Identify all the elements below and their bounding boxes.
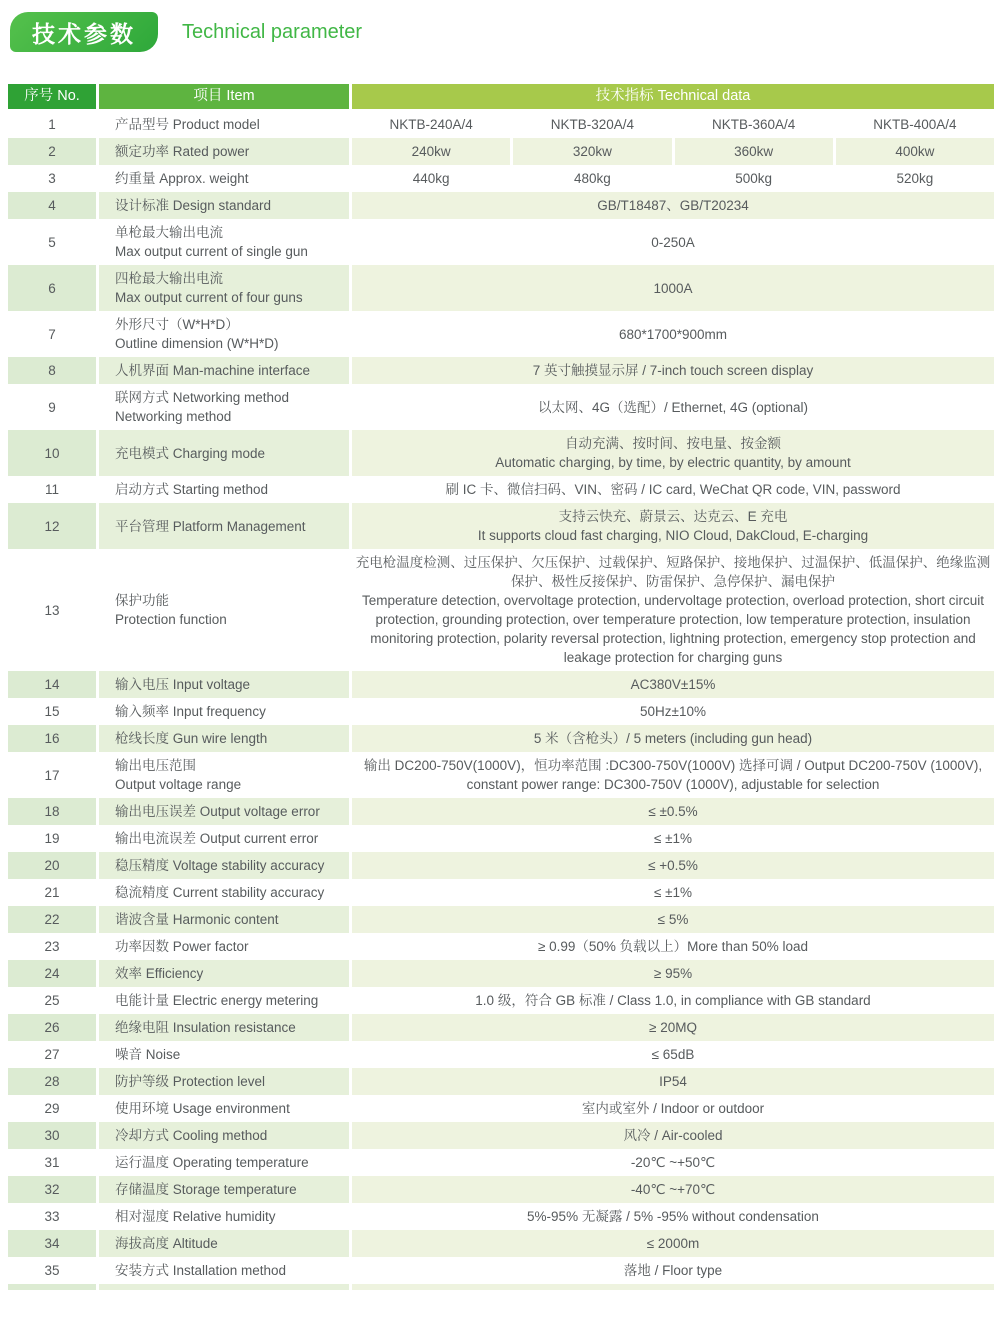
value-cell [352, 503, 994, 549]
value-cell [352, 138, 994, 165]
partial-next-row [8, 1284, 994, 1290]
table-row [8, 1095, 994, 1122]
item-cell [99, 825, 349, 852]
table-row [8, 1014, 994, 1041]
item-cell [99, 752, 349, 798]
value-line: -20℃ ~+50℃ [630, 1155, 716, 1170]
value-line: ≤ 65dB [651, 1047, 695, 1062]
item-line: 输入电压 Input voltage [115, 677, 251, 692]
model-value-cell: 500kg [735, 171, 773, 186]
value-line: 1000A [653, 280, 693, 296]
table-row [8, 1041, 994, 1068]
table-row [8, 960, 994, 987]
item-cell [99, 798, 349, 825]
value-line: 7 英寸触摸显示屏 / 7-inch touch screen display [532, 363, 814, 378]
value-line: ≤ ±1% [653, 831, 693, 846]
item-line: 单枪最大输出电流 [115, 225, 223, 240]
spec-table [8, 84, 994, 1290]
item-line: 使用环境 Usage environment [115, 1101, 290, 1116]
value-line: 输出 DC200-750V(1000V)，恒功率范围 :DC300-750V(1000V) 选择可调 / Output DC200-750V (1000V), constant power range: DC300-750V (1000V), adjustable for selection [363, 758, 983, 792]
table-row [8, 1068, 994, 1095]
value-line: 1.0 级，符合 GB 标准 / Class 1.0, in compliance with GB standard [475, 993, 871, 1008]
row-number: 33 [44, 1209, 60, 1224]
item-cell [99, 138, 349, 165]
value-cell [352, 1230, 994, 1257]
table-row [8, 265, 994, 311]
model-value-cell: 520kg [896, 171, 934, 186]
row-number: 2 [8, 138, 96, 165]
row-number: 27 [44, 1047, 60, 1062]
item-cell [99, 852, 349, 879]
item-line: Max output current of single gun [115, 244, 308, 259]
value-cell [352, 1095, 994, 1122]
item-line: 输出电流误差 Output current error [115, 831, 319, 846]
model-value-cell: 360kw [675, 138, 833, 165]
value-cell [352, 1041, 994, 1068]
value-cell [352, 1149, 994, 1176]
row-number: 19 [44, 831, 60, 846]
item-line: 充电模式 Charging mode [115, 445, 266, 461]
table-row [8, 852, 994, 879]
table-row [8, 879, 994, 906]
item-line: 运行温度 Operating temperature [115, 1155, 309, 1170]
value-line: 自动充满、按时间、按电量、按金额 [565, 436, 781, 451]
value-cell [352, 549, 994, 671]
row-number: 6 [8, 265, 96, 311]
value-cell [352, 906, 994, 933]
header-data: 技术指标 Technical data [352, 84, 994, 109]
value-line: -40℃ ~+70℃ [630, 1182, 716, 1197]
model-value-cell: 240kw [352, 138, 510, 165]
item-cell [99, 165, 349, 192]
item-line: 枪线长度 Gun wire length [115, 731, 268, 746]
table-row [8, 384, 994, 430]
value-line: It supports cloud fast charging, NIO Cloud, DakCloud, E-charging [477, 528, 869, 543]
item-cell [99, 192, 349, 219]
value-line: ≤ 2000m [646, 1236, 700, 1251]
item-line: 设计标准 Design standard [115, 198, 272, 213]
item-cell [99, 1176, 349, 1203]
value-line: ≥ 0.99（50% 负载以上）More than 50% load [537, 939, 809, 954]
value-cell [352, 933, 994, 960]
value-line: 刷 IC 卡、微信扫码、VIN、密码 / IC card, WeChat QR code, VIN, password [445, 482, 901, 497]
item-cell [99, 1014, 349, 1041]
item-line: Output voltage range [115, 777, 242, 792]
row-number: 35 [44, 1263, 60, 1278]
value-cell [352, 752, 994, 798]
row-number: 13 [44, 602, 60, 618]
item-cell [99, 476, 349, 503]
value-cell [352, 430, 994, 476]
item-line: 稳压精度 Voltage stability accuracy [115, 858, 325, 873]
partial-cell [352, 1284, 994, 1290]
table-row [8, 698, 994, 725]
value-line: AC380V±15% [630, 677, 716, 692]
row-number: 3 [48, 171, 56, 186]
item-line: 稳流精度 Current stability accuracy [115, 885, 325, 900]
value-cell [352, 825, 994, 852]
value-cell [352, 1068, 994, 1095]
item-line: 噪音 Noise [115, 1047, 181, 1062]
value-cell [352, 219, 994, 265]
item-line: 输出电压误差 Output voltage error [115, 804, 320, 819]
table-row [8, 165, 994, 192]
item-cell [99, 111, 349, 138]
item-line: 外形尺寸（W*H*D） [115, 317, 239, 332]
table-row [8, 987, 994, 1014]
value-line: Temperature detection, overvoltage protection, undervoltage protection, overload protection, short circuit protection, grounding protection, over temperature protection, low temperature protection, insulation monitoring protection, polarity reversal protection, lightning protection, emergency stop protection and leakage protection for charging guns [361, 593, 985, 665]
row-number: 5 [48, 234, 56, 250]
value-cell [352, 671, 994, 698]
item-cell [99, 219, 349, 265]
value-cell [352, 1122, 994, 1149]
model-value-cell: 440kg [412, 171, 450, 186]
value-line: Automatic charging, by time, by electric quantity, by amount [495, 455, 851, 470]
item-cell [99, 1203, 349, 1230]
value-line: 5 米（含枪头）/ 5 meters (including gun head) [533, 731, 813, 746]
model-value-cell: 400kw [836, 138, 994, 165]
value-cell [352, 357, 994, 384]
section-badge [10, 12, 158, 52]
value-cell [352, 265, 994, 311]
item-line: 平台管理 Platform Management [115, 518, 306, 534]
item-cell [99, 357, 349, 384]
item-cell [99, 1095, 349, 1122]
table-row [8, 476, 994, 503]
table-row [8, 933, 994, 960]
item-cell [99, 671, 349, 698]
row-number: 14 [8, 671, 96, 698]
item-cell [99, 1122, 349, 1149]
header-item: 项目 Item [99, 84, 349, 109]
row-number: 1 [48, 117, 56, 132]
row-number: 34 [8, 1230, 96, 1257]
table-row [8, 1230, 994, 1257]
row-number: 29 [44, 1101, 60, 1116]
row-number: 8 [8, 357, 96, 384]
value-line: 风冷 / Air-cooled [623, 1128, 723, 1143]
item-line: 防护等级 Protection level [115, 1074, 266, 1089]
value-line: ≤ 5% [657, 912, 689, 927]
item-line: 绝缘电阻 Insulation resistance [115, 1020, 296, 1035]
item-line: 人机界面 Man-machine interface [115, 363, 311, 378]
item-cell [99, 1041, 349, 1068]
value-line: 充电枪温度检测、过压保护、欠压保护、过载保护、短路保护、接地保护、过温保护、低温保护、绝缘监测保护、极性反接保护、防雷保护、急停保护、漏电保护 [355, 555, 991, 589]
row-number: 12 [8, 503, 96, 549]
value-cell [352, 1203, 994, 1230]
item-line: 产品型号 Product model [115, 117, 260, 132]
item-cell [99, 311, 349, 357]
item-line: 输入频率 Input frequency [115, 704, 266, 719]
model-value-cell: NKTB-360A/4 [711, 117, 796, 132]
table-row [8, 503, 994, 549]
model-value-cell: NKTB-400A/4 [873, 117, 957, 132]
item-cell [99, 503, 349, 549]
item-cell [99, 906, 349, 933]
value-cell [352, 1014, 994, 1041]
item-line: 冷却方式 Cooling method [115, 1128, 268, 1143]
table-header-row [8, 84, 994, 109]
table-row [8, 219, 994, 265]
item-line: 约重量 Approx. weight [115, 171, 249, 186]
page-title-bar [10, 10, 1000, 54]
item-line: 效率 Efficiency [115, 966, 204, 981]
row-number: 10 [8, 430, 96, 476]
table-row [8, 1122, 994, 1149]
value-line: 落地 / Floor type [623, 1263, 723, 1278]
value-cell [352, 725, 994, 752]
table-row [8, 549, 994, 671]
value-line: 以太网、4G（选配）/ Ethernet, 4G (optional) [537, 399, 809, 415]
value-line: 50Hz±10% [640, 704, 706, 719]
table-body [8, 111, 994, 1284]
item-cell [99, 549, 349, 671]
value-line: 支持云快充、蔚景云、达克云、E 充电 [558, 509, 788, 524]
table-row [8, 111, 994, 138]
item-line: 电能计量 Electric energy metering [115, 993, 319, 1008]
value-cell [352, 111, 994, 138]
row-number: 21 [44, 885, 60, 900]
value-line: GB/T18487、GB/T20234 [597, 198, 749, 213]
value-cell [352, 879, 994, 906]
table-row [8, 752, 994, 798]
row-number: 22 [8, 906, 96, 933]
value-line: 0-250A [651, 234, 695, 250]
item-line: 存储温度 Storage temperature [115, 1182, 297, 1197]
value-cell [352, 798, 994, 825]
row-number: 32 [8, 1176, 96, 1203]
item-line: 输出电压范围 [115, 758, 196, 773]
table-row [8, 192, 994, 219]
value-cell [352, 192, 994, 219]
item-cell [99, 698, 349, 725]
table-row [8, 430, 994, 476]
item-cell [99, 987, 349, 1014]
item-cell [99, 1068, 349, 1095]
value-line: ≥ 20MQ [649, 1020, 697, 1035]
table-row [8, 357, 994, 384]
model-value-cell: NKTB-320A/4 [550, 117, 635, 132]
table-row [8, 1203, 994, 1230]
item-cell [99, 1230, 349, 1257]
row-number: 17 [44, 767, 60, 783]
partial-cell [8, 1284, 96, 1290]
table-row [8, 725, 994, 752]
value-cell [352, 384, 994, 430]
item-line: 谐波含量 Harmonic content [115, 912, 279, 927]
value-cell [352, 476, 994, 503]
value-line: IP54 [659, 1074, 687, 1089]
row-number: 23 [44, 939, 60, 954]
item-line: 功率因数 Power factor [115, 939, 249, 954]
item-line: 联网方式 Networking method [115, 390, 290, 405]
value-cell [352, 960, 994, 987]
value-line: ≥ 95% [653, 966, 693, 981]
value-line: 5%-95% 无凝露 / 5% -95% without condensation [527, 1209, 819, 1224]
item-cell [99, 725, 349, 752]
item-line: Protection function [115, 612, 227, 627]
row-number: 26 [8, 1014, 96, 1041]
item-line: 四枪最大输出电流 [115, 271, 223, 286]
table-row [8, 906, 994, 933]
row-number: 20 [8, 852, 96, 879]
row-number: 25 [44, 993, 60, 1008]
table-row [8, 1149, 994, 1176]
value-line: ≤ +0.5% [648, 858, 698, 873]
header-no: 序号 No. [8, 84, 96, 109]
row-number: 15 [44, 704, 60, 719]
section-subtitle: Technical parameter [182, 20, 363, 43]
table-row [8, 671, 994, 698]
value-line: 680*1700*900mm [618, 326, 728, 342]
row-number: 31 [44, 1155, 60, 1170]
item-cell [99, 430, 349, 476]
value-cell [352, 1176, 994, 1203]
partial-cell [99, 1284, 349, 1290]
table-row [8, 825, 994, 852]
table-row [8, 1176, 994, 1203]
row-number: 4 [8, 192, 96, 219]
item-line: Max output current of four guns [115, 290, 303, 305]
table-row [8, 311, 994, 357]
model-value-cell: 480kg [573, 171, 611, 186]
section-badge-label: 技术参数 [32, 20, 136, 47]
value-cell [352, 698, 994, 725]
row-number: 16 [8, 725, 96, 752]
item-line: 启动方式 Starting method [115, 482, 269, 497]
row-number: 28 [8, 1068, 96, 1095]
table-row [8, 1257, 994, 1284]
item-line: 额定功率 Rated power [115, 144, 250, 159]
value-cell [352, 852, 994, 879]
row-number: 7 [48, 326, 56, 342]
value-line: ≤ ±1% [653, 885, 693, 900]
model-value-cell: NKTB-240A/4 [389, 117, 473, 132]
item-cell [99, 879, 349, 906]
item-cell [99, 1257, 349, 1284]
item-line: Outline dimension (W*H*D) [115, 336, 279, 351]
item-line: 安装方式 Installation method [115, 1263, 287, 1278]
value-line: ≤ ±0.5% [648, 804, 698, 819]
table-row [8, 798, 994, 825]
row-number: 30 [8, 1122, 96, 1149]
row-number: 24 [8, 960, 96, 987]
model-value-cell: 320kw [513, 138, 671, 165]
value-cell [352, 1257, 994, 1284]
item-cell [99, 265, 349, 311]
value-cell [352, 165, 994, 192]
value-line: 室内或室外 / Indoor or outdoor [581, 1101, 765, 1116]
item-cell [99, 384, 349, 430]
value-cell [352, 311, 994, 357]
row-number: 18 [8, 798, 96, 825]
row-number: 9 [48, 399, 56, 415]
row-number: 11 [44, 482, 59, 497]
value-cell [352, 987, 994, 1014]
item-cell [99, 1149, 349, 1176]
item-cell [99, 933, 349, 960]
table-row [8, 138, 994, 165]
item-line: 相对湿度 Relative humidity [115, 1209, 276, 1224]
item-line: Networking method [115, 409, 232, 424]
item-line: 保护功能 [115, 593, 169, 608]
item-cell [99, 960, 349, 987]
item-line: 海拔高度 Altitude [115, 1236, 218, 1251]
